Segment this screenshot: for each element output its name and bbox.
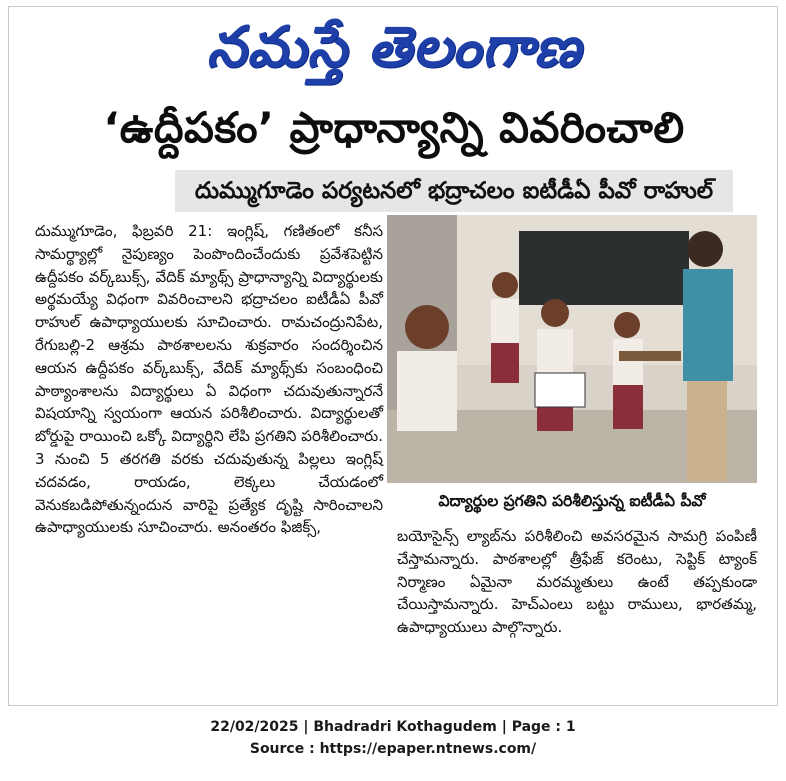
- newspaper-clipping: [8, 6, 778, 706]
- footer-date-edition: 22/02/2025 | Bhadradri Kothagudem | Page : 1: [210, 719, 576, 735]
- masthead: [9, 11, 778, 85]
- photo-caption-text: విద్యార్థుల ప్రగతిని పరిశీలిస్తున్న ఐటీడీఏ పీవో: [438, 492, 706, 510]
- subheadline-text: దుమ్ముగూడెం పర్యటనలో భద్రాచలం ఐటీడీఏ పీవో రాహుల్: [194, 178, 714, 204]
- article-photo: [387, 215, 757, 483]
- photo-caption: [387, 483, 757, 519]
- masthead-title: నమస్తే తెలంగాణ: [206, 15, 582, 80]
- headline-text: ‘ఉద్దీపకం’ ప్రాధాన్యాన్ని వివరించాలి: [103, 103, 685, 152]
- footer: [0, 716, 786, 760]
- subheadline-box: [175, 170, 733, 212]
- classroom-photo-illustration: [387, 215, 757, 483]
- article-body-column-1: దుమ్ముగూడెం, ఫిబ్రవరి 21: ఇంగ్లిష్, గణితంలో కనీస సామర్థ్యాల్లో నైపుణ్యం పెంపొందించేందుకు ప్రవేశపెట్టిన ఉద్దీపకం వర్క్‌బుక్స్, వేదిక్ మ్యాథ్స్ ప్రాధాన్యాన్ని విద్యార్థులకు అర్థమయ్యే విధంగా వివరించాలని భద్రాచలం ఐటీడీఏ పీవో రాహుల్ ఉపాధ్యాయులకు సూచించారు. రామచంద్రునిపేట, రేగుబల్లి-2 ఆశ్రమ పాఠశాలలను శుక్రవారం సందర్శించిన ఆయన ఉద్దీపకం వర్క్‌బుక్స్, వేదిక్ మ్యాథ్స్‌కు సంబంధించి పాఠ్యాంశాలను విద్యార్థులు ఏ విధంగా చదువుతున్నారనే విషయాన్ని స్వయంగా ఆయన పరిశీలించారు. విద్యార్థులతో బోర్డుపై రాయించి ఒక్కో విద్యార్థిని లేపి ప్రగతిని పరిశీలించారు. 3 నుంచి 5 తరగతి వరకు చదువుతున్న పిల్లలు ఇంగ్లిష్ చదవడం, రాయడం, లెక్కలు చేయడంలో వెనుకబడిపోతున్నందున వారిపై ప్రత్యేక దృష్టి సారించాలని ఉపాధ్యాయులకు సూచించారు. అనంతరం ఫిజిక్స్,: [35, 222, 383, 537]
- footer-source: Source : https://epaper.ntnews.com/: [249, 741, 537, 757]
- headline: [9, 95, 778, 161]
- article-body-column-2: బయోసైన్స్ ల్యాబ్‌ను పరిశీలించి అవసరమైన సామగ్రి పంపిణీ చేస్తామన్నారు. పాఠశాలల్లో త్రీఫేజ్ కరెంటు, సెప్టిక్ ట్యాంక్ నిర్మాణం ఏమైనా మరమ్మతులు ఉంటే తప్పకుండా చేయిస్తామన్నారు. హెచ్‌ఎంలు బట్టు రాములు, భారతమ్మ, ఉపాధ్యాయులు పాల్గొన్నారు.: [397, 527, 757, 637]
